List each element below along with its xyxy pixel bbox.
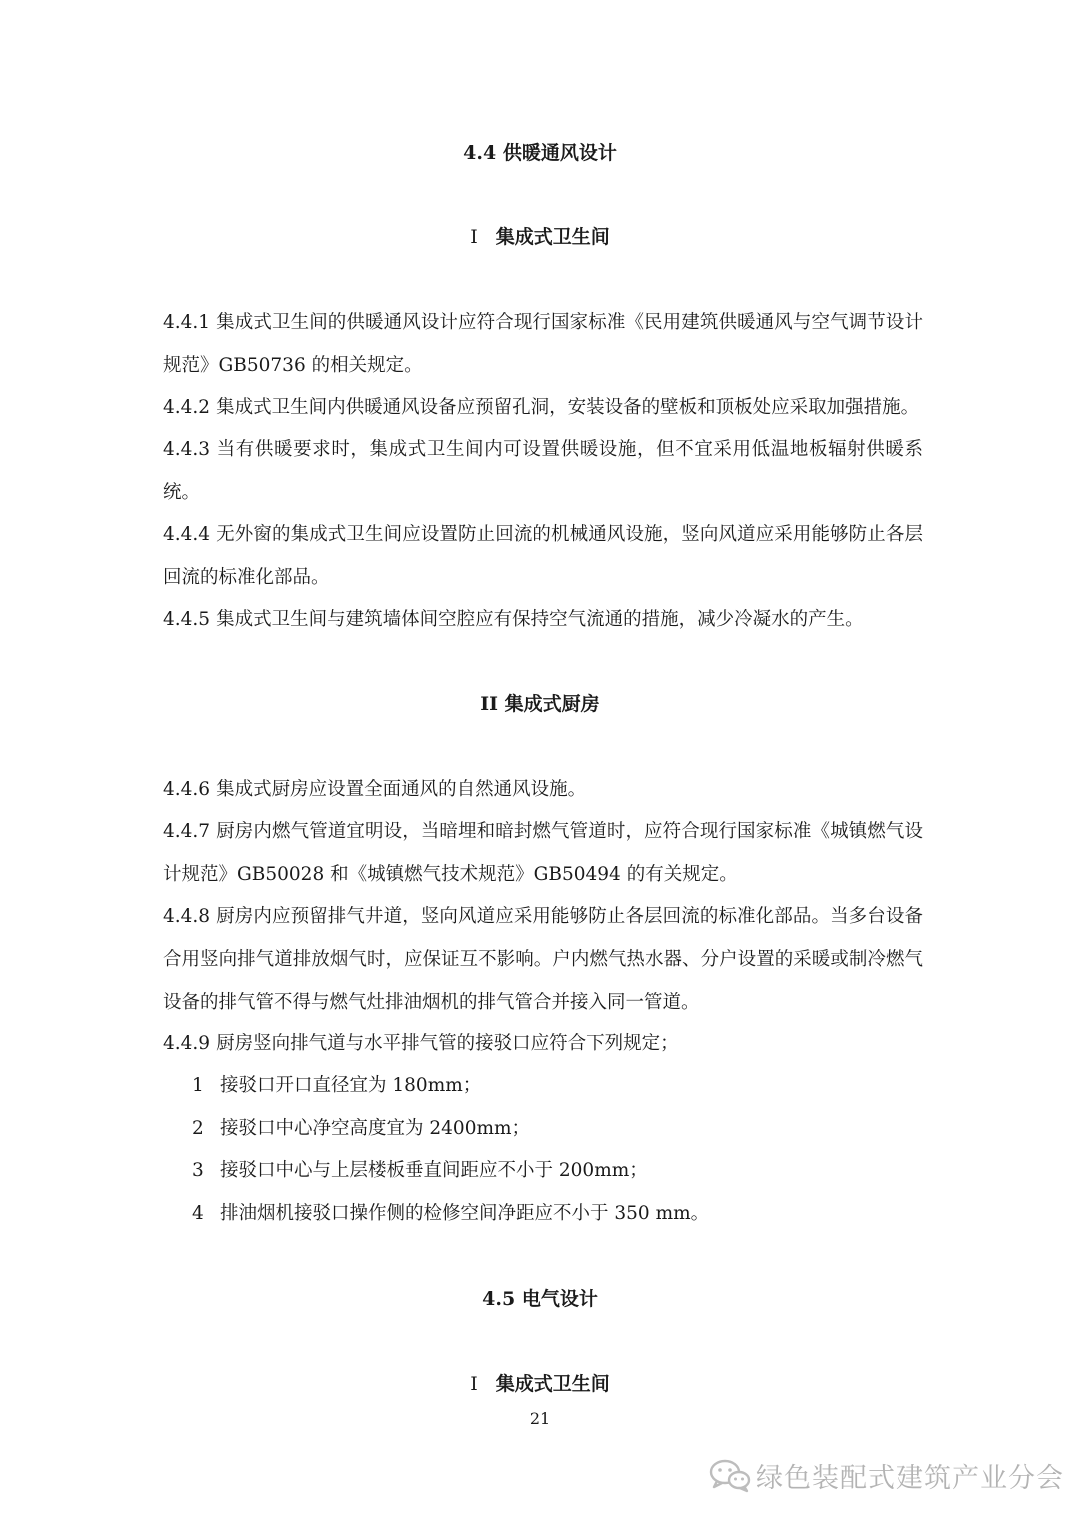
clause-4-4-4: 4.4.4 无外窗的集成式卫生间应设置防止回流的机械通风设施，竖向风道应采用能够防止各层回流的标准化部品。 bbox=[163, 524, 923, 588]
clause-4-4-5: 4.4.5 集成式卫生间与建筑墙体间空腔应有保持空气流通的措施，减少冷凝水的产生。 bbox=[163, 609, 864, 630]
clause-4-4-6: 4.4.6 集成式厨房应设置全面通风的自然通风设施。 bbox=[163, 779, 587, 800]
clause-4-4-8: 4.4.8 厨房内应预留排气井道，竖向风道应采用能够防止各层回流的标准化部品。当多台设备合用竖向排气道排放烟气时，应保证互不影响。户内燃气热水器、分户设置的采暖或制冷燃气设备的排气管不得与燃气灶排油烟机的排气管合并接入同一管道。 bbox=[163, 906, 923, 1013]
section-title-4-5: 4.5 电气设计 bbox=[482, 1288, 598, 1310]
clause-4-4-1: 4.4.1 集成式卫生间的供暖通风设计应符合现行国家标准《民用建筑供暖通风与空气调节设计规范》GB50736 的相关规定。 bbox=[163, 312, 923, 376]
list-item: 3 接驳口中心与上层楼板垂直间距应不小于 200mm； bbox=[192, 1160, 648, 1181]
subsection-title-kitchen: II 集成式厨房 bbox=[480, 693, 600, 715]
watermark-text: 绿色装配式建筑产业分会 bbox=[756, 1462, 1064, 1494]
clause-4-4-3: 4.4.3 当有供暖要求时，集成式卫生间内可设置供暖设施，但不宜采用低温地板辐射供暖系统。 bbox=[163, 439, 923, 503]
subsection-label: 集成式卫生间 bbox=[495, 1373, 610, 1395]
list-item: 4 排油烟机接驳口操作侧的检修空间净距应不小于 350 mm。 bbox=[192, 1203, 710, 1224]
watermark bbox=[708, 1450, 1064, 1500]
subsection-title-bathroom-2 bbox=[0, 1369, 1080, 1399]
clause-4-4-7: 4.4.7 厨房内燃气管道宜明设，当暗埋和暗封燃气管道时，应符合现行国家标准《城镇燃气设计规范》GB50028 和《城镇燃气技术规范》GB50494 的有关规定。 bbox=[163, 821, 923, 885]
clause-4-4-2: 4.4.2 集成式卫生间内供暖通风设备应预留孔洞，安装设备的壁板和顶板处应采取加强措施。 bbox=[163, 397, 920, 418]
subsection-label: 集成式卫生间 bbox=[495, 226, 610, 248]
page-number: 21 bbox=[529, 1409, 551, 1428]
list-item: 1 接驳口开口直径宜为 180mm； bbox=[192, 1075, 482, 1096]
list-item: 2 接驳口中心净空高度宜为 2400mm； bbox=[192, 1118, 531, 1139]
clause-4-4-9: 4.4.9 厨房竖向排气道与水平排气管的接驳口应符合下列规定； bbox=[163, 1033, 679, 1054]
wechat-icon bbox=[708, 1457, 752, 1493]
subsection-title-bathroom bbox=[0, 222, 1080, 252]
roman-numeral: I bbox=[470, 1373, 478, 1395]
roman-numeral: I bbox=[470, 226, 478, 248]
section-title-4-4: 4.4 供暖通风设计 bbox=[463, 142, 617, 164]
